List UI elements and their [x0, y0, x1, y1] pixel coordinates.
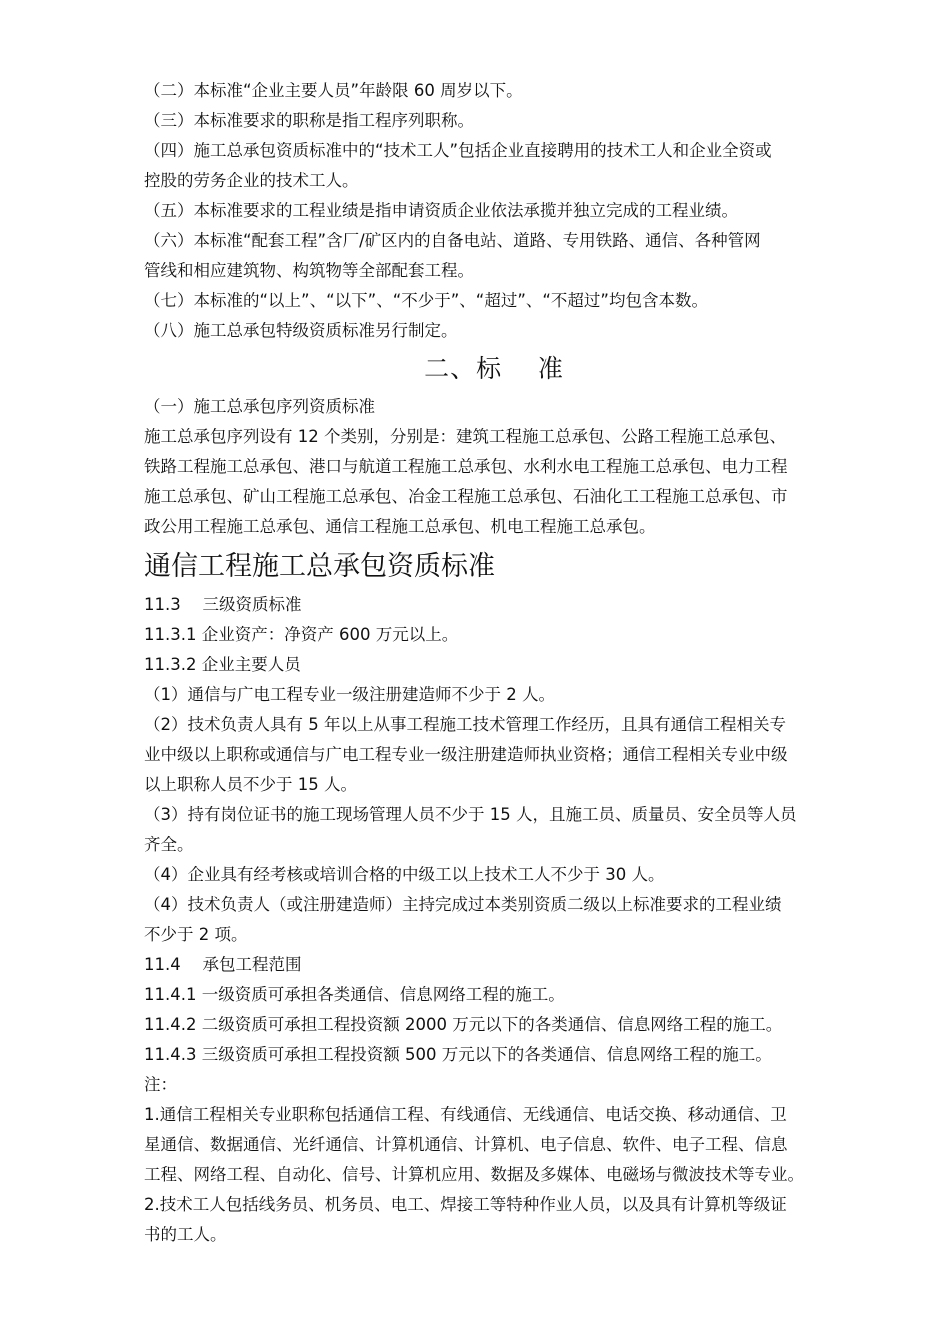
intro-line: （三）本标准要求的职称是指工程序列职称。 — [144, 111, 474, 130]
document-content — [144, 76, 844, 1250]
body-line: 1.通信工程相关专业职称包括通信工程、有线通信、无线通信、电话交换、移动通信、卫 — [144, 1105, 787, 1124]
body-line: 不少于 2 项。 — [144, 925, 248, 944]
standard-line: 政公用工程施工总承包、通信工程施工总承包、机电工程施工总承包。 — [144, 517, 656, 536]
standard-line: 施工总承包序列设有 12 个类别，分别是：建筑工程施工总承包、公路工程施工总承包、 — [144, 427, 786, 446]
body-line: （4）企业具有经考核或培训合格的中级工以上技术工人不少于 30 人。 — [144, 865, 665, 884]
intro-line: 控股的劳务企业的技术工人。 — [144, 171, 359, 190]
standard-line: 铁路工程施工总承包、港口与航道工程施工总承包、水利水电工程施工总承包、电力工程 — [144, 457, 788, 476]
intro-line: （五）本标准要求的工程业绩是指申请资质企业依法承揽并独立完成的工程业绩。 — [144, 201, 738, 220]
body-section — [144, 590, 844, 1250]
body-line: 齐全。 — [144, 835, 194, 854]
body-line: （1）通信与广电工程专业一级注册建造师不少于 2 人。 — [144, 685, 555, 704]
body-line: （2）技术负责人具有 5 年以上从事工程施工技术管理工作经历，且具有通信工程相关专 — [144, 715, 786, 734]
intro-line: （二）本标准“企业主要人员”年龄限 60 周岁以下。 — [144, 81, 523, 100]
body-line: 11.4.3 三级资质可承担工程投资额 500 万元以下的各类通信、信息网络工程的施工。 — [144, 1045, 772, 1064]
intro-line: （八）施工总承包特级资质标准另行制定。 — [144, 321, 458, 340]
body-line: （3）持有岗位证书的施工现场管理人员不少于 15 人，且施工员、质量员、安全员等人员 — [144, 805, 797, 824]
body-line: 注： — [144, 1075, 177, 1094]
intro-line: 管线和相应建筑物、构筑物等全部配套工程。 — [144, 261, 474, 280]
intro-line: （六）本标准“配套工程”含厂/矿区内的自备电站、道路、专用铁路、通信、各种管网 — [144, 231, 761, 250]
document-title: 通信工程施工总承包资质标准 — [144, 551, 495, 582]
body-line: 业中级以上职称或通信与广电工程专业一级注册建造师执业资格；通信工程相关专业中级 — [144, 745, 788, 764]
body-line: 11.3 三级资质标准 — [144, 595, 302, 614]
intro-line: （四）施工总承包资质标准中的“技术工人”包括企业直接聘用的技术工人和企业全资或 — [144, 141, 772, 160]
intro-notes — [144, 76, 844, 346]
standard-line: 施工总承包、矿山工程施工总承包、冶金工程施工总承包、石油化工工程施工总承包、市 — [144, 487, 788, 506]
body-line: 书的工人。 — [144, 1225, 227, 1244]
body-line: 2.技术工人包括线务员、机务员、电工、焊接工等特种作业人员，以及具有计算机等级证 — [144, 1195, 787, 1214]
body-line: 星通信、数据通信、光纤通信、计算机通信、计算机、电子信息、软件、电子工程、信息 — [144, 1135, 788, 1154]
standard-section — [144, 392, 844, 542]
standard-line: （一）施工总承包序列资质标准 — [144, 397, 375, 416]
section-heading: 二、标 准 — [424, 354, 564, 383]
body-line: 11.4.1 一级资质可承担各类通信、信息网络工程的施工。 — [144, 985, 565, 1004]
body-line: 11.3.2 企业主要人员 — [144, 655, 301, 674]
body-line: （4）技术负责人（或注册建造师）主持完成过本类别资质二级以上标准要求的工程业绩 — [144, 895, 782, 914]
body-line: 11.4.2 二级资质可承担工程投资额 2000 万元以下的各类通信、信息网络工程的施工。 — [144, 1015, 783, 1034]
body-line: 以上职称人员不少于 15 人。 — [144, 775, 357, 794]
intro-line: （七）本标准的“以上”、“以下”、“不少于”、“超过”、“不超过”均包含本数。 — [144, 291, 708, 310]
body-line: 11.3.1 企业资产：净资产 600 万元以上。 — [144, 625, 459, 644]
body-line: 工程、网络工程、自动化、信号、计算机应用、数据及多媒体、电磁场与微波技术等专业。 — [144, 1165, 804, 1184]
body-line: 11.4 承包工程范围 — [144, 955, 302, 974]
